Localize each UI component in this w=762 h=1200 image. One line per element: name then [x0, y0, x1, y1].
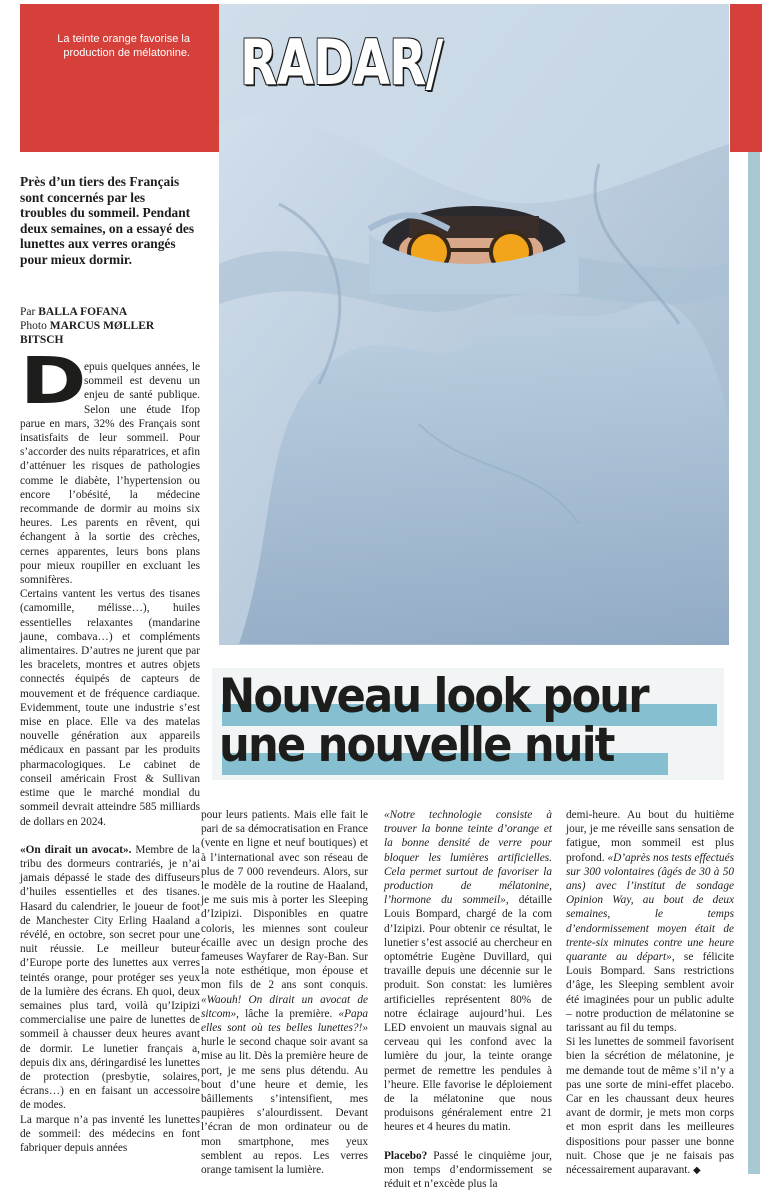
- end-mark: ◆: [693, 1165, 701, 1177]
- byline: [20, 305, 200, 347]
- headline-line-2: une nouvelle nuit: [219, 718, 614, 773]
- headline-line-1: Nouveau look pour: [219, 669, 648, 724]
- blue-margin-strip: [748, 152, 760, 1174]
- article-column-3: [384, 808, 552, 1191]
- photo-prefix: Photo: [20, 320, 47, 332]
- author-prefix: Par: [20, 306, 36, 318]
- red-header-block: [20, 4, 224, 152]
- paragraph-3: «On dirait un avocat». Membre de la tribu des dormeurs contrariés, je n’ai jamais dépassé le stade des diffuseurs d’huiles essentielles et des tisanes. Hasard du calendrier, le joueur de foot de Manchester City Erling Haaland a révélé, en octobre, son secret pour une nuit réussie. Le meilleur buteur d’Europe porte des lunettes aux verres teintés orange, pour protéger ses yeux de la lumière des écrans. Eh quoi, deux semaines plus tard, voilà qu’Izipizi commercialise une paire de lunettes de sommeil à chausser deux heures avant de dormir. Le lunetier français a, depuis dix ans, déringardisé les lunettes de protection (presbytie, solaires, écrans…) en en faisant un accessoire de modes.: [20, 843, 200, 1112]
- author-name: BALLA FOFANA: [38, 306, 128, 318]
- paragraph-8: demi-heure. Au bout du huitième jour, je me réveille sans sensation de fatigue, mon sommeil est plus profond. «D’après nos tests effectués sur 300 volontaires (âgés de 30 à 50 ans) avec l’institut de sondage Opinion Way, au bout de deux semaines, le temps d’endormissement moyen était de trente-six minutes contre une heure quarante au départ», se félicite Louis Bompard. Sans restrictions d’âge, les Sleeping semblent avoir été imaginées pour un public adulte – notre production de mélatonine se tarissant au fil du temps.: [566, 809, 734, 1035]
- paragraph-6: «Notre technologie consiste à trouver la bonne teinte d’orange et la bonne densité de verre pour bloquer les lumières artificielles. Cela permet surtout de favoriser la production de mélatonine, l’hormone du sommeil», détaille Louis Bompard, chargé de la com d’Izipizi. Pour obtenir ce résultat, le lunetier s’est associé au chercheur en optométrie Eugène Duvillard, qui travaille depuis une décennie sur le produit. Son constat: les lumières artificielles représentent 80% de notre éclairage aujourd’hui. Les LED envoient un mauvais signal au cerveau qui les confond avec la lumière du jour, la teinte orange permet de remettre les pendules à l’heure. Elle favorise le déploiement de la mélatonine que nous produisons généralement entre 21 heures et 4 heures du matin.: [384, 809, 552, 1134]
- paragraph-2: Certains vantent les vertus des tisanes (camomille, mélisse…), huiles essentielles relaxantes (mandarine jaune, combava…) et compléments alimentaires. D’autres ne jurent que par les bracelets, montres et autres objets connectés équipés de capteurs de mouvement et de fréquence cardiaque. Evidemment, toute une industrie s’est mise en place. Elle va des matelas nouvelle génération aux appareils médicaux en passant par les produits pharmacologiques. Le cabinet de conseil américain Frost & Sullivan estime que le marché mondial du sommeil devrait atteindre 585 milliards de dollars en 2024.: [20, 588, 200, 828]
- drop-cap: D: [20, 345, 87, 419]
- section-title: RADAR/: [240, 26, 443, 99]
- photographer-name: MARCUS MØLLER BITSCH: [20, 320, 155, 346]
- article-column-2: [201, 808, 368, 1177]
- red-corner-strip: [730, 4, 762, 152]
- paragraph-9: Si les lunettes de sommeil favorisent bien la sécrétion de mélatonine, je me demande tout de même s’il n’y a pas une sorte de mini-effet placebo. Car en les chaussant deux heures avant de dormir, je mets mon corps et mon esprit dans les meilleures dispositions pour passer une bonne nuit. Chose que je ne faisais pas nécessairement auparavant. ◆: [566, 1036, 734, 1177]
- paragraph-5: pour leurs patients. Mais elle fait le pari de sa démocratisation en France (vente en ligne et neuf boutiques) et à l’international avec son réseau de plus de 7 000 revendeurs. Alors, sur le modèle de la routine de Haaland, je me suis mis à porter les Sleeping d’Izipizi. Disponibles en quatre coloris, les miennes sont couleur écaille avec un design proche des fameuses Wayfarer de Ray-Ban. Sur la note esthétique, mon épouse et mon fils de 2 ans sont conquis. «Waouh! On dirait un avocat de sitcom», lâche la première. «Papa elles sont où tes belles lunettes?!» hurle le second chaque soir avant sa mise au lit. Dès la première heure de port, je me sens plus détendu. Au bout d’une heure et demie, les bâillements s’intensifient, mes paupières s’alourdissent. Devant l’écran de mon ordinateur ou de mon smartphone, mes yeux semblent au repos. Les verres orange tamisent la lumière.: [201, 809, 368, 1177]
- article-column-4: [566, 808, 734, 1178]
- article-photo: [219, 4, 729, 645]
- article-column-1: [20, 345, 200, 1155]
- paragraph-7: Placebo? Passé le cinquième jour, mon temps d’endormissement se réduit et n’excède plus la: [384, 1149, 552, 1191]
- photo-caption: La teinte orange favorise la production de mélatonine.: [57, 33, 190, 59]
- paragraph-1: D epuis quelques années, le sommeil est devenu un enjeu de santé publique. Selon une étude Ifop parue en mars, 32% des Français sont insatisfaits de leur sommeil. Pour s’accorder des nuits réparatrices, et afin d’atténuer les risques de pathologies comme le diabète, l’hypertension ou encore l’obésité, la médecine recommande de dormir au moins six heures. Les parents en rêvent, qui échangent à la sortie des crèches, cernes apparentes, leurs bons plans pour mieux roupiller en excluant les somnifères.: [20, 345, 200, 587]
- duvet-illustration: [219, 4, 729, 645]
- headline: [219, 669, 697, 773]
- paragraph-4: La marque n’a pas inventé les lunettes de sommeil: des médecins en font fabriquer depuis années: [20, 1113, 200, 1154]
- intro-paragraph: Près d’un tiers des Français sont concernés par les troubles du sommeil. Pendant deux semaines, on a essayé des lunettes aux verres orangés pour mieux dormir.: [20, 174, 195, 267]
